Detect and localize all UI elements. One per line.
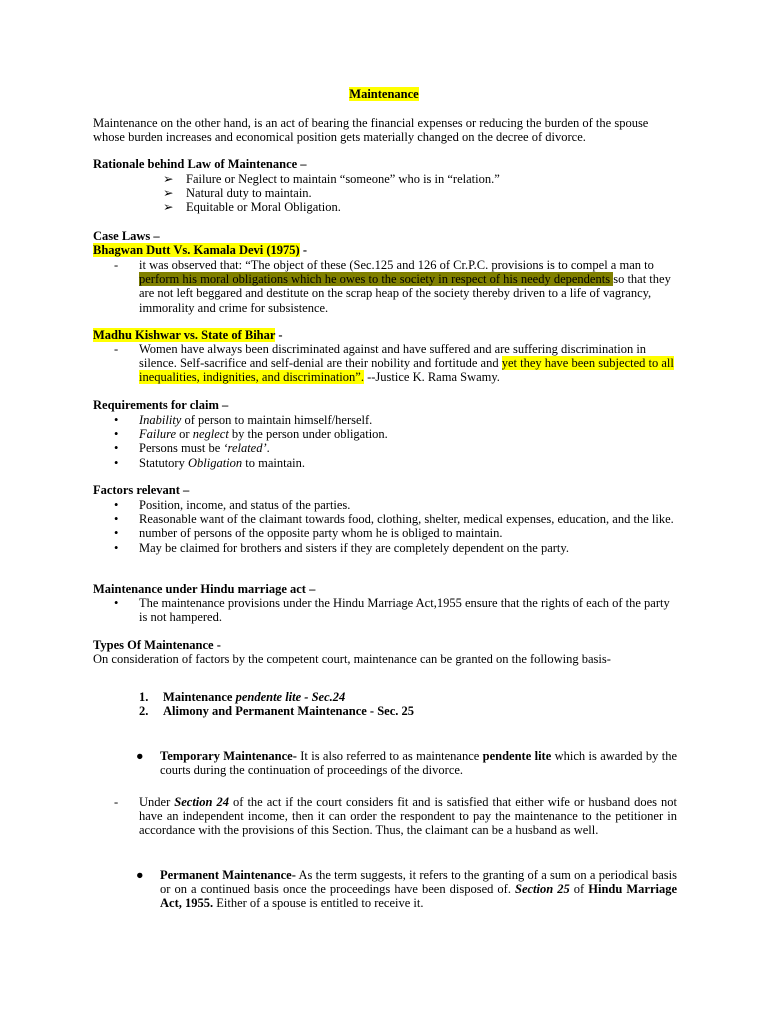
list-item: ➢ Failure or Neglect to maintain “someone” who is in “relation.” <box>163 172 500 186</box>
rationale-heading <box>93 157 677 171</box>
bullet-icon: • <box>114 526 119 541</box>
bullet-icon: • <box>114 540 119 555</box>
list-item: 2. Alimony and Permanent Maintenance - Sec. 25 <box>139 704 415 719</box>
list-item: • Persons must be ‘related’. <box>114 441 270 456</box>
requirements-heading: Requirements for claim – <box>93 398 229 412</box>
hindu-act-list <box>93 596 677 624</box>
rationale-list <box>93 172 677 215</box>
case-2-title: Madhu Kishwar vs. State of Bihar - <box>93 328 283 342</box>
list-item: • Statutory Obligation to maintain. <box>114 455 305 470</box>
list-item: - it was observed that: “The object of these (Sec.125 and 126 of Cr.P.C. provisions is to compel a man to perform his moral obligations which he owes to the society in respect of his needy dependents so that they are not left beggared and destitute on the scrap heap of the society thereby driven to a life of vagrancy, immorality and crime for subsistence. <box>114 258 671 315</box>
bullet-icon: • <box>114 498 119 512</box>
arrow-bullet-icon: ➢ <box>163 172 174 186</box>
case-2-body <box>93 342 677 385</box>
dash-bullet-icon: - <box>114 258 119 272</box>
factors-list <box>93 498 677 555</box>
bullet-icon: • <box>114 441 119 456</box>
case-1-body <box>93 258 677 315</box>
types-numbered-list <box>93 690 677 718</box>
arrow-bullet-icon: ➢ <box>163 186 174 201</box>
permanent-maintenance <box>93 868 677 911</box>
intro-paragraph: Maintenance on the other hand, is an act of bearing the financial expenses or reducing the burden of the spouse whose burden increases and economical position gets materially changed on the decree of divorce. <box>93 116 649 145</box>
list-item: 1. Maintenance pendente lite - Sec.24 <box>139 690 346 704</box>
highlighted-quote: perform his moral obligations which he owes to the society in respect of his needy dependents <box>139 272 614 287</box>
highlighted-quote: yet they have been subjected to all inequalities, indignities, and discrimination”. <box>139 356 674 385</box>
bullet-icon: • <box>114 427 119 442</box>
temporary-maintenance <box>93 749 677 777</box>
case-laws-heading: Case Laws – <box>93 229 160 243</box>
factors-heading: Factors relevant – <box>93 483 190 497</box>
bullet-icon: • <box>114 596 119 610</box>
list-item: • Reasonable want of the claimant towards food, clothing, shelter, medical expenses, education, and the like. <box>114 512 674 527</box>
dash-bullet-icon: - <box>114 795 119 809</box>
list-item: • Failure or neglect by the person under obligation. <box>114 427 388 442</box>
list-item: • May be claimed for brothers and sisters if they are completely dependent on the party. <box>114 540 569 555</box>
list-item: - Women have always been discriminated against and have suffered and are suffering discrimination in silence. Self-sacrifice and self-denial are their nobility and fortitude and yet they have been subjected to all inequalities, indignities, and discrimination”. --Justice K. Rama Swamy. <box>114 342 674 385</box>
list-item: ➢ Equitable or Moral Obligation. <box>163 200 341 215</box>
list-item: ● Temporary Maintenance- It is also referred to as maintenance pendente lite which is awarded by the courts during the continuation of proceedings of the divorce. <box>136 749 677 778</box>
requirements-list <box>93 413 677 470</box>
section-24-paragraph <box>93 795 677 838</box>
title-text: Maintenance <box>349 87 419 101</box>
list-item: ● Permanent Maintenance- As the term suggests, it refers to the granting of a sum on a periodical basis or on a continued basis once the proceedings have been disposed of. Section 25 of Hindu Marriage Act, 1955. Either of a spouse is entitled to receive it. <box>136 868 678 911</box>
list-item: • The maintenance provisions under the Hindu Marriage Act,1955 ensure that the rights of each of the party is not hampered. <box>114 596 670 625</box>
dot-bullet-icon: ● <box>136 868 144 882</box>
bullet-icon: • <box>114 413 119 427</box>
page-title <box>0 87 768 101</box>
list-item: ➢ Natural duty to maintain. <box>163 186 312 201</box>
case-1-title: Bhagwan Dutt Vs. Kamala Devi (1975) - <box>93 243 308 257</box>
list-item: • Position, income, and status of the parties. <box>114 498 351 512</box>
list-item: • number of persons of the opposite party whom he is obliged to maintain. <box>114 526 503 541</box>
types-heading: Types Of Maintenance - <box>93 638 221 652</box>
bullet-icon: • <box>114 455 119 470</box>
hindu-act-heading: Maintenance under Hindu marriage act – <box>93 582 316 596</box>
list-item: • Inability of person to maintain himself/herself. <box>114 413 373 427</box>
types-intro: On consideration of factors by the competent court, maintenance can be granted on the following basis- <box>93 652 611 666</box>
list-item: - Under Section 24 of the act if the court considers fit and is satisfied that either wife or husband does not have an independent income, then it can order the respondent to pay the maintenance to the petitioner in accordance with the provisions of this Section. Thus, the claimant can be a husband as well. <box>114 795 677 838</box>
bullet-icon: • <box>114 512 119 527</box>
arrow-bullet-icon: ➢ <box>163 200 174 215</box>
rationale-heading-text: Rationale behind Law of Maintenance – <box>93 157 307 171</box>
dash-bullet-icon: - <box>114 342 119 356</box>
dot-bullet-icon: ● <box>136 749 144 763</box>
